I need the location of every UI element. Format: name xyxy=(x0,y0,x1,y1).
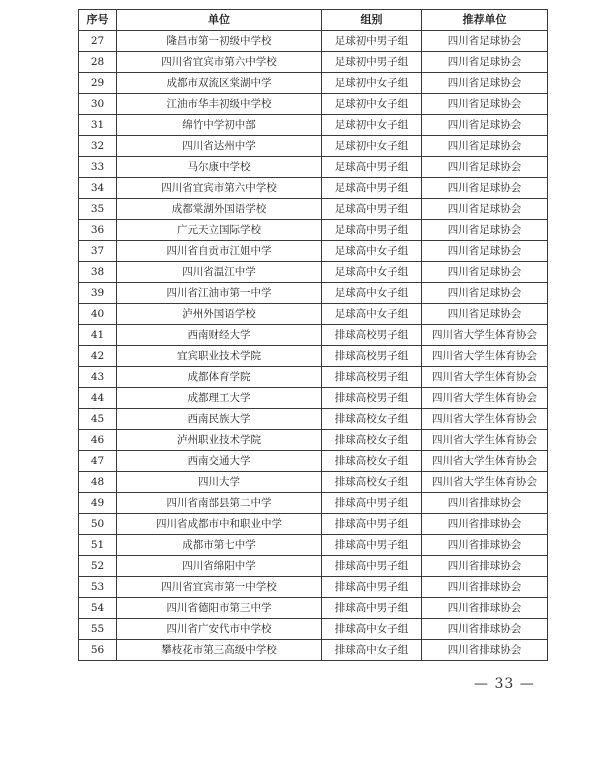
row-recommender: 四川省排球协会 xyxy=(422,493,548,514)
row-unit: 四川省宜宾市第六中学校 xyxy=(117,52,322,73)
table-row xyxy=(79,31,548,52)
table-row xyxy=(79,451,548,472)
row-recommender: 四川省大学生体育协会 xyxy=(422,367,548,388)
row-unit: 成都市第七中学 xyxy=(117,535,322,556)
row-recommender: 四川省排球协会 xyxy=(422,535,548,556)
row-index: 41 xyxy=(79,325,117,346)
row-recommender: 四川省足球协会 xyxy=(422,136,548,157)
row-group: 排球高校男子组 xyxy=(322,346,422,367)
row-group: 排球高中女子组 xyxy=(322,619,422,640)
row-index: 54 xyxy=(79,598,117,619)
row-index: 35 xyxy=(79,199,117,220)
row-index: 51 xyxy=(79,535,117,556)
table-row xyxy=(79,115,548,136)
row-group: 排球高校男子组 xyxy=(322,325,422,346)
header-group: 组别 xyxy=(322,10,422,31)
row-unit: 四川省南部县第二中学 xyxy=(117,493,322,514)
row-group: 足球高中女子组 xyxy=(322,304,422,325)
row-recommender: 四川省排球协会 xyxy=(422,619,548,640)
row-index: 37 xyxy=(79,241,117,262)
row-unit: 隆昌市第一初级中学校 xyxy=(117,31,322,52)
row-unit: 成都体育学院 xyxy=(117,367,322,388)
row-index: 27 xyxy=(79,31,117,52)
row-group: 排球高校女子组 xyxy=(322,451,422,472)
row-index: 48 xyxy=(79,472,117,493)
table-row xyxy=(79,220,548,241)
row-unit: 四川省自贡市江姐中学 xyxy=(117,241,322,262)
row-index: 43 xyxy=(79,367,117,388)
row-index: 47 xyxy=(79,451,117,472)
row-index: 34 xyxy=(79,178,117,199)
row-index: 49 xyxy=(79,493,117,514)
row-recommender: 四川省足球协会 xyxy=(422,115,548,136)
table-row xyxy=(79,430,548,451)
row-recommender: 四川省足球协会 xyxy=(422,94,548,115)
row-group: 排球高中男子组 xyxy=(322,493,422,514)
row-index: 45 xyxy=(79,409,117,430)
row-recommender: 四川省排球协会 xyxy=(422,514,548,535)
row-unit: 四川省江油市第一中学 xyxy=(117,283,322,304)
table-row xyxy=(79,556,548,577)
row-unit: 绵竹中学初中部 xyxy=(117,115,322,136)
row-recommender: 四川省大学生体育协会 xyxy=(422,472,548,493)
header-index: 序号 xyxy=(79,10,117,31)
row-recommender: 四川省排球协会 xyxy=(422,577,548,598)
table-row xyxy=(79,136,548,157)
row-unit: 泸州外国语学校 xyxy=(117,304,322,325)
row-unit: 四川省宜宾市第六中学校 xyxy=(117,178,322,199)
row-group: 排球高校女子组 xyxy=(322,409,422,430)
row-group: 足球高中女子组 xyxy=(322,283,422,304)
row-recommender: 四川省足球协会 xyxy=(422,52,548,73)
row-unit: 成都市双流区棠湖中学 xyxy=(117,73,322,94)
table-row xyxy=(79,94,548,115)
row-recommender: 四川省足球协会 xyxy=(422,199,548,220)
row-unit: 马尔康中学校 xyxy=(117,157,322,178)
row-recommender: 四川省排球协会 xyxy=(422,556,548,577)
row-index: 44 xyxy=(79,388,117,409)
header-unit: 单位 xyxy=(117,10,322,31)
row-recommender: 四川省足球协会 xyxy=(422,220,548,241)
table-row xyxy=(79,640,548,661)
row-recommender: 四川省足球协会 xyxy=(422,31,548,52)
table-row xyxy=(79,283,548,304)
row-recommender: 四川省排球协会 xyxy=(422,640,548,661)
row-unit: 四川省达州中学 xyxy=(117,136,322,157)
row-unit: 广元天立国际学校 xyxy=(117,220,322,241)
row-recommender: 四川省大学生体育协会 xyxy=(422,409,548,430)
row-group: 足球高中男子组 xyxy=(322,220,422,241)
table-row xyxy=(79,493,548,514)
row-group: 足球高中女子组 xyxy=(322,241,422,262)
row-group: 排球高中男子组 xyxy=(322,556,422,577)
row-group: 排球高中男子组 xyxy=(322,514,422,535)
row-index: 31 xyxy=(79,115,117,136)
table-row xyxy=(79,325,548,346)
row-recommender: 四川省足球协会 xyxy=(422,304,548,325)
row-unit: 成都棠湖外国语学校 xyxy=(117,199,322,220)
row-group: 足球高中男子组 xyxy=(322,178,422,199)
header-recommender: 推荐单位 xyxy=(422,10,548,31)
row-group: 排球高校男子组 xyxy=(322,367,422,388)
row-group: 排球高中男子组 xyxy=(322,577,422,598)
row-unit: 成都理工大学 xyxy=(117,388,322,409)
row-recommender: 四川省大学生体育协会 xyxy=(422,430,548,451)
row-index: 32 xyxy=(79,136,117,157)
table-row xyxy=(79,409,548,430)
row-index: 39 xyxy=(79,283,117,304)
row-index: 52 xyxy=(79,556,117,577)
row-unit: 江油市华丰初级中学校 xyxy=(117,94,322,115)
row-group: 足球初中男子组 xyxy=(322,52,422,73)
table-row xyxy=(79,262,548,283)
table-row xyxy=(79,598,548,619)
row-index: 30 xyxy=(79,94,117,115)
row-recommender: 四川省足球协会 xyxy=(422,73,548,94)
table-row xyxy=(79,367,548,388)
table-row xyxy=(79,472,548,493)
row-recommender: 四川省足球协会 xyxy=(422,241,548,262)
row-group: 足球初中女子组 xyxy=(322,136,422,157)
row-recommender: 四川省排球协会 xyxy=(422,598,548,619)
row-recommender: 四川省足球协会 xyxy=(422,283,548,304)
row-unit: 四川大学 xyxy=(117,472,322,493)
table-row xyxy=(79,157,548,178)
row-unit: 四川省德阳市第三中学 xyxy=(117,598,322,619)
row-index: 53 xyxy=(79,577,117,598)
table-row xyxy=(79,304,548,325)
row-recommender: 四川省足球协会 xyxy=(422,157,548,178)
row-index: 36 xyxy=(79,220,117,241)
row-index: 28 xyxy=(79,52,117,73)
row-group: 足球高中女子组 xyxy=(322,262,422,283)
row-group: 足球初中女子组 xyxy=(322,73,422,94)
row-unit: 宜宾职业技术学院 xyxy=(117,346,322,367)
row-group: 排球高中男子组 xyxy=(322,535,422,556)
row-index: 42 xyxy=(79,346,117,367)
row-recommender: 四川省大学生体育协会 xyxy=(422,451,548,472)
recommendation-table xyxy=(78,9,548,661)
row-index: 50 xyxy=(79,514,117,535)
row-group: 排球高校男子组 xyxy=(322,388,422,409)
table-row xyxy=(79,346,548,367)
row-index: 38 xyxy=(79,262,117,283)
row-group: 排球高校女子组 xyxy=(322,430,422,451)
table-row xyxy=(79,52,548,73)
table-row xyxy=(79,178,548,199)
row-recommender: 四川省大学生体育协会 xyxy=(422,325,548,346)
row-unit: 四川省绵阳中学 xyxy=(117,556,322,577)
row-unit: 四川省广安代市中学校 xyxy=(117,619,322,640)
row-recommender: 四川省足球协会 xyxy=(422,178,548,199)
row-unit: 西南交通大学 xyxy=(117,451,322,472)
table-row xyxy=(79,388,548,409)
row-unit: 泸州职业技术学院 xyxy=(117,430,322,451)
row-index: 55 xyxy=(79,619,117,640)
row-unit: 四川省温江中学 xyxy=(117,262,322,283)
row-unit: 攀枝花市第三高级中学校 xyxy=(117,640,322,661)
page-number: — 33 — xyxy=(474,676,535,692)
table-row xyxy=(79,619,548,640)
table-row xyxy=(79,73,548,94)
row-index: 40 xyxy=(79,304,117,325)
row-group: 排球高中女子组 xyxy=(322,640,422,661)
row-group: 足球初中男子组 xyxy=(322,31,422,52)
row-unit: 四川省成都市中和职业中学 xyxy=(117,514,322,535)
row-index: 33 xyxy=(79,157,117,178)
table-row xyxy=(79,535,548,556)
row-index: 46 xyxy=(79,430,117,451)
row-group: 足球高中男子组 xyxy=(322,199,422,220)
row-group: 足球初中女子组 xyxy=(322,115,422,136)
row-group: 排球高中男子组 xyxy=(322,598,422,619)
row-recommender: 四川省大学生体育协会 xyxy=(422,388,548,409)
row-unit: 四川省宜宾市第一中学校 xyxy=(117,577,322,598)
table-row xyxy=(79,514,548,535)
row-group: 足球初中女子组 xyxy=(322,94,422,115)
table-row xyxy=(79,241,548,262)
row-recommender: 四川省大学生体育协会 xyxy=(422,346,548,367)
row-group: 足球高中男子组 xyxy=(322,157,422,178)
row-index: 29 xyxy=(79,73,117,94)
row-group: 排球高校女子组 xyxy=(322,472,422,493)
table-header-row xyxy=(79,10,548,31)
row-recommender: 四川省足球协会 xyxy=(422,262,548,283)
table-row xyxy=(79,199,548,220)
table-row xyxy=(79,577,548,598)
row-unit: 西南财经大学 xyxy=(117,325,322,346)
row-index: 56 xyxy=(79,640,117,661)
row-unit: 西南民族大学 xyxy=(117,409,322,430)
